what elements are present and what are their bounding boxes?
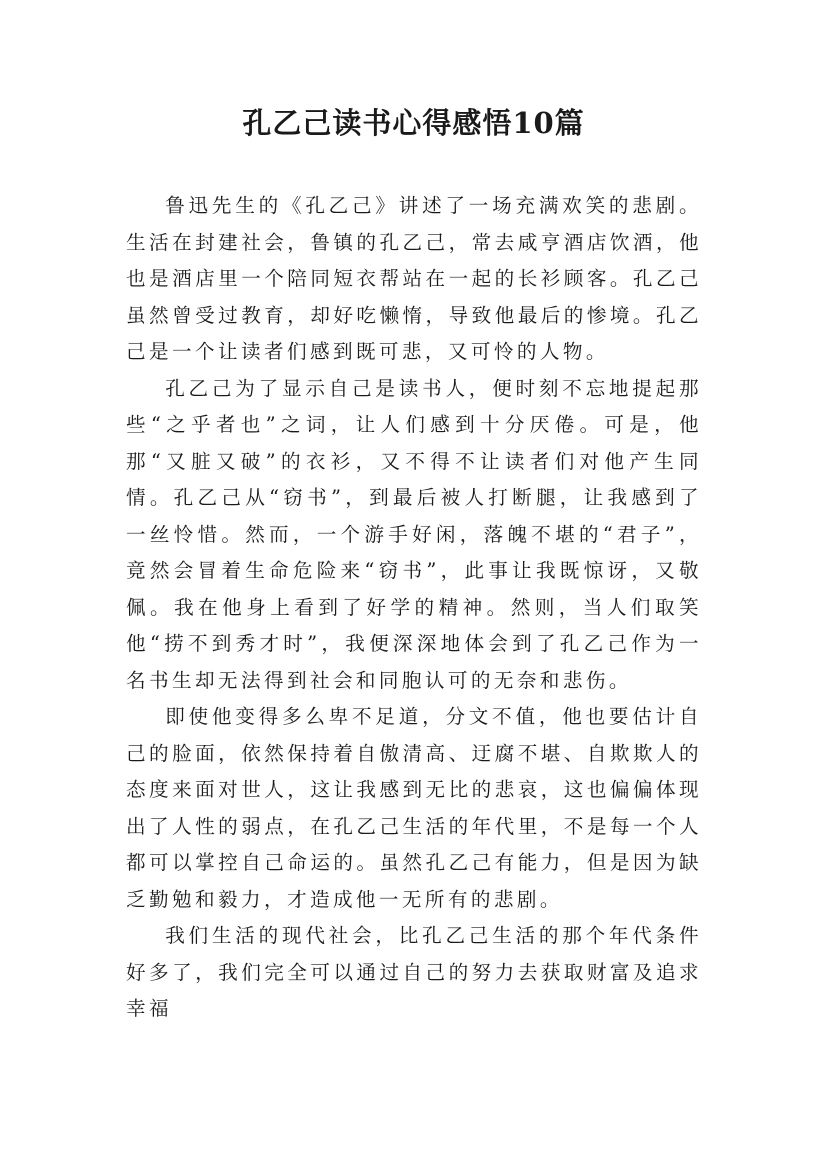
- paragraph: 孔乙己为了显示自己是读书人，便时刻不忘地提起那些“之乎者也”之词，让人们感到十分厌倦。可是，他那“又脏又破”的衣衫，又不得不让读者们对他产生同情。孔乙己从“窃书”，到最后被人打断腿，让我感到了一丝怜惜。然而，一个游手好闲，落魄不堪的“君子”，竟然会冒着生命危险来“窃书”，此事让我既惊讶，又敬佩。我在他身上看到了好学的精神。然则，当人们取笑他“捞不到秀才时”，我便深深地体会到了孔乙己作为一名书生却无法得到社会和同胞认可的无奈和悲伤。: [126, 376, 702, 692]
- document-title: 孔乙己读书心得感悟10篇: [242, 106, 585, 140]
- paragraph: 我们生活的现代社会，比孔乙己生活的那个年代条件好多了，我们完全可以通过自己的努力去获取财富及追求幸福: [126, 924, 702, 1020]
- paragraph: 鲁迅先生的《孔乙己》讲述了一场充满欢笑的悲剧。生活在封建社会，鲁镇的孔乙己，常去咸亨酒店饮酒，他也是酒店里一个陪同短衣帮站在一起的长衫顾客。孔乙己虽然曾受过教育，却好吃懒惰，导致他最后的惨境。孔乙己是一个让读者们感到既可悲，又可怜的人物。: [126, 194, 702, 363]
- paragraph: 即使他变得多么卑不足道，分文不值，他也要估计自己的脸面，依然保持着自傲清高、迂腐不堪、自欺欺人的态度来面对世人，这让我感到无比的悲哀，这也偏偏体现出了人性的弱点，在孔乙己生活的年代里，不是每一个人都可以掌控自己命运的。虽然孔乙己有能力，但是因为缺乏勤勉和毅力，才造成他一无所有的悲剧。: [126, 705, 702, 911]
- document-body: [126, 188, 702, 1028]
